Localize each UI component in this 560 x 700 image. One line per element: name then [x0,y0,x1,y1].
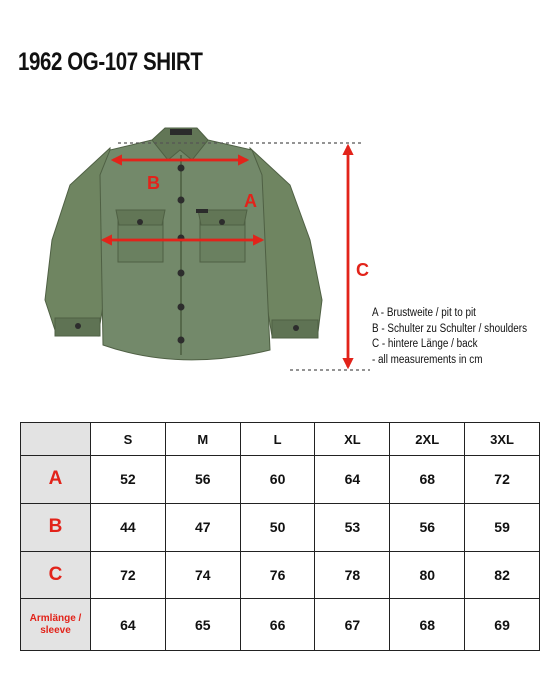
size-header: M [165,423,240,456]
table-cell: 64 [315,456,390,504]
size-header: L [240,423,315,456]
table-cell: 60 [240,456,315,504]
size-header: 3XL [465,423,540,456]
legend-c: C - hintere Länge / back [372,338,478,350]
table-cell: 56 [390,503,465,551]
table-cell: 74 [165,551,240,599]
size-table [20,422,540,651]
table-row [21,599,540,651]
table-cell: 69 [465,599,540,651]
table-cell: 80 [390,551,465,599]
table-row [21,456,540,504]
size-header: S [91,423,166,456]
legend-note: - all measurements in cm [372,353,483,366]
shirt-image [45,128,322,360]
row-label: A [21,456,91,504]
table-cell: 64 [91,599,166,651]
table-cell: 66 [240,599,315,651]
table-cell: 72 [91,551,166,599]
label-b: B [147,173,160,193]
table-cell: 82 [465,551,540,599]
table-cell: 78 [315,551,390,599]
table-cell: 53 [315,503,390,551]
table-cell: 65 [165,599,240,651]
table-cell: 44 [91,503,166,551]
table-cell: 68 [390,599,465,651]
row-label: B [21,503,91,551]
page-title: 1962 OG-107 SHIRT [18,48,203,76]
table-cell: 56 [165,456,240,504]
size-header: 2XL [390,423,465,456]
table-cell: 47 [165,503,240,551]
table-header-row [21,423,540,456]
legend-a: A - Brustweite / pit to pit [372,307,476,319]
label-c: C [356,260,369,280]
table-cell: 67 [315,599,390,651]
label-a: A [244,191,257,211]
table-cell: 68 [390,456,465,504]
table-cell: 76 [240,551,315,599]
table-cell: 50 [240,503,315,551]
row-label: Armlänge / sleeve [21,599,91,651]
legend-b: B - Schulter zu Schulter / shoulders [372,322,528,335]
table-cell: 72 [465,456,540,504]
row-label: C [21,551,91,599]
table-cell: 52 [91,456,166,504]
table-corner-cell [21,423,91,456]
table-cell: 59 [465,503,540,551]
measurement-legend [372,306,527,368]
size-header: XL [315,423,390,456]
table-row [21,551,540,599]
table-row [21,503,540,551]
